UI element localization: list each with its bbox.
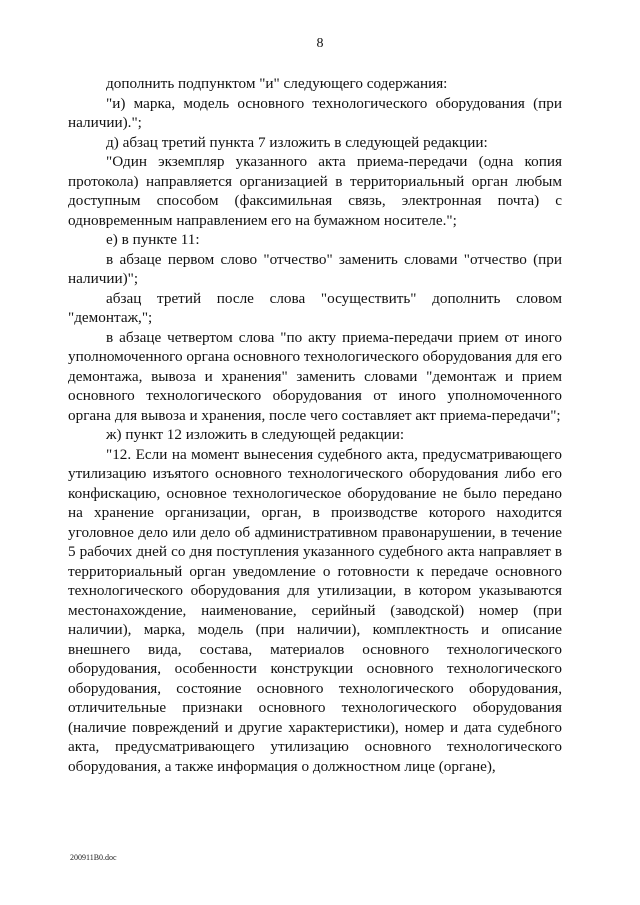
paragraph-3: д) абзац третий пункта 7 изложить в следующей редакции: [106, 133, 488, 151]
paragraph-5: е) в пункте 11: [106, 231, 200, 248]
paragraph-6: в абзаце первом слово "отчество" заменить словами "отчество (при наличии)"; [68, 250, 562, 287]
paragraph-9: ж) пункт 12 изложить в следующей редакции: [106, 426, 405, 443]
document-body [68, 74, 562, 776]
paragraph-2: "и) марка, модель основного технологического оборудования (при наличии)."; [68, 94, 562, 131]
paragraph-4: "Один экземпляр указанного акта приема-передачи (одна копия протокола) направляется организацией в территориальный орган любым доступным способом (факсимильная связь, электронная почта) с одновременным направлением его на бумажном носителе."; [68, 153, 562, 229]
page-number: 8 [316, 36, 324, 51]
paragraph-7: абзац третий после слова "осуществить" дополнить словом "демонтаж,"; [68, 289, 562, 326]
paragraph-10: "12. Если на момент вынесения судебного акта, предусматривающего утилизацию изъятого основного технологического оборудования либо его конфискацию, основное технологическое оборудование не было передано на хранение организации, орган, в производстве которого находится уголовное дело или дело об административном правонарушении, в течение 5 рабочих дней со дня поступления указанного судебного акта направляет в территориальный орган уведомление о готовности к передаче основного технологического оборудования для утилизации, в котором указываются местонахождение, наименование, серийный (заводской) номер (при наличии), марка, модель (при наличии), комплектность и описание внешнего вида, состава, материалов основного технологического оборудования, особенности конструкции основного технологического оборудования, состояние основного технологического оборудования, отличительные признаки основного технологического оборудования (наличие повреждений и другие характеристики), номер и дата судебного акта, предусматривающего утилизацию основного технологического оборудования, а также информация о должностном лице (органе), [68, 445, 562, 775]
paragraph-1: дополнить подпунктом "и" следующего содержания: [106, 75, 448, 92]
file-name-footer: 200911B0.doc [70, 853, 117, 862]
paragraph-8: в абзаце четвертом слова "по акту приема-передачи прием от иного уполномоченного органа основного технологического оборудования для его демонтажа, вывоза и хранения" заменить словами "демонтаж и прием основного технологического оборудования от иного уполномоченного органа для вывоза и хранения, после чего составляет акт приема-передачи"; [68, 328, 562, 424]
